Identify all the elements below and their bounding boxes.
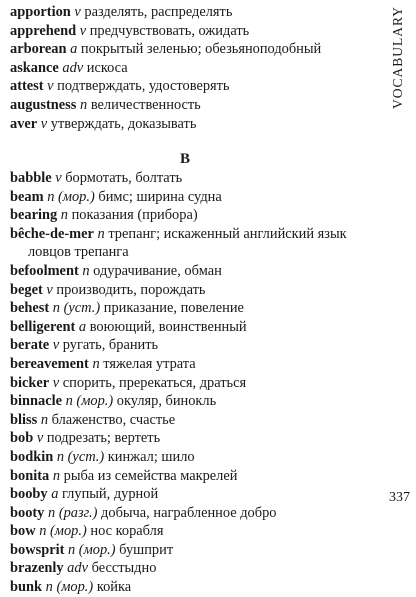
entry-headword: befoolment (10, 262, 79, 279)
entry-headword: bodkin (10, 448, 54, 465)
entry-headword: bêche-de-mer (10, 225, 94, 242)
entry (10, 169, 370, 188)
entries-list-a (10, 3, 370, 133)
entry-definition: предчувствовать, ожидать (89, 22, 250, 39)
entry-definition: подтверждать, удостоверять (57, 78, 230, 95)
entry-headword: bunk (10, 579, 43, 596)
entry-headword: bowsprit (10, 541, 65, 558)
entry-definition: бимс; ширина судна (98, 188, 222, 205)
entry (10, 3, 370, 22)
entry-definition: нос корабля (90, 523, 164, 540)
entry (10, 318, 370, 337)
entry-usage-label: (мор.) (50, 523, 87, 540)
entry-usage-label: (мор.) (78, 541, 116, 558)
entry-usage-label: (мор.) (76, 393, 114, 410)
entry-part-of-speech: adv (62, 59, 84, 76)
entry-headword: bicker (10, 374, 50, 391)
entry-definition: одурачивание, обман (93, 262, 222, 279)
entry-usage-label: (мор.) (56, 579, 94, 596)
entry (10, 355, 370, 374)
entry (10, 336, 370, 355)
entry-usage-label: (разг.) (58, 504, 98, 521)
entry (10, 96, 370, 115)
section-letter: B (179, 151, 190, 167)
entry-headword: booby (10, 486, 48, 503)
entry-part-of-speech: n (39, 523, 47, 540)
entry-usage-label: (мор.) (58, 188, 95, 205)
entries-list-b (10, 169, 370, 597)
entry-definition: бушприт (119, 541, 174, 558)
running-head: VOCABULARY (390, 6, 405, 110)
entry (10, 188, 370, 207)
entry-part-of-speech: a (70, 41, 78, 58)
entry (10, 429, 370, 448)
entry-headword: apportion (10, 4, 71, 20)
entry (10, 541, 370, 560)
entry-definition: блаженство, счастье (51, 411, 176, 428)
entry (10, 374, 370, 393)
entry-headword: behest (10, 300, 50, 317)
entry (10, 40, 370, 59)
entry-definition: показания (прибора) (71, 207, 198, 224)
entry (10, 411, 370, 430)
entry-headword: booty (10, 504, 45, 521)
entry (10, 448, 370, 467)
entry-headword: bob (10, 430, 34, 447)
entry-headword: belligerent (10, 318, 76, 335)
entry-headword: brazenly (10, 560, 64, 577)
entry-part-of-speech: n (97, 225, 105, 242)
entry (10, 485, 370, 504)
entry-part-of-speech: n (56, 448, 65, 465)
entry-definition: покрытый зеленью; обезьяноподобный (80, 41, 322, 58)
entry-part-of-speech: v (36, 430, 44, 447)
entry-definition: трепанг; искаженный английский язык (108, 225, 347, 242)
entry-part-of-speech: n (47, 188, 55, 205)
entry-definition: величественность (90, 96, 201, 113)
entry-definition: спорить, пререкаться, драться (62, 374, 247, 391)
entry-definition: утверждать, доказывать (50, 115, 197, 132)
entry-definition: подрезать; вертеть (46, 430, 161, 447)
entry-usage-label: (уст.) (67, 448, 105, 465)
entry-part-of-speech: n (80, 96, 88, 113)
entry-part-of-speech: n (67, 541, 76, 558)
entry-headword: berate (10, 337, 50, 354)
entry (10, 522, 370, 541)
entry-definition: окуляр, бинокль (116, 393, 217, 410)
entry-definition: производить, порождать (56, 281, 206, 298)
entry-headword: bow (10, 523, 36, 540)
entry-usage-label: (уст.) (63, 300, 101, 317)
entry (10, 22, 370, 41)
entry-definition: глупый, дурной (62, 486, 159, 503)
entry-definition: искоса (86, 59, 128, 76)
entry-part-of-speech: n (52, 300, 60, 317)
entry-headword: babble (10, 170, 52, 186)
entry-definition: койка (96, 579, 132, 596)
entry (10, 115, 370, 134)
entry-part-of-speech: n (60, 207, 68, 224)
entry (10, 578, 370, 597)
entry-headword: beam (10, 188, 44, 205)
entry (10, 206, 370, 225)
entry-part-of-speech: v (52, 337, 60, 354)
entry-headword: bearing (10, 207, 58, 224)
entry-part-of-speech: v (46, 281, 53, 298)
entry-part-of-speech: n (82, 262, 90, 279)
entry-part-of-speech: n (45, 579, 53, 596)
entry-definition: воюющий, воинственный (89, 318, 247, 335)
entry (10, 59, 370, 78)
entry-part-of-speech: n (48, 504, 56, 521)
entry-definition-continued: ловцов трепанга (28, 244, 129, 261)
entry (10, 504, 370, 523)
entry-part-of-speech: a (51, 486, 59, 503)
entry-part-of-speech: v (55, 170, 62, 186)
entry-headword: bliss (10, 411, 38, 428)
entry (10, 77, 370, 96)
entry-headword: bonita (10, 467, 50, 484)
entry (10, 225, 370, 262)
entry-headword: attest (10, 78, 44, 95)
entry-headword: arborean (10, 41, 67, 58)
entry-definition: приказание, повеление (103, 300, 244, 317)
entry-part-of-speech: v (40, 115, 48, 132)
entry-definition: разделять, распределять (84, 4, 233, 20)
entry-headword: bereavement (10, 355, 89, 372)
entry-part-of-speech: n (65, 393, 73, 410)
entry-definition: добыча, награбленное добро (101, 504, 277, 521)
entry-part-of-speech: v (74, 4, 81, 20)
entry-part-of-speech: n (40, 411, 49, 428)
entry-headword: binnacle (10, 393, 62, 410)
entry-headword: beget (10, 281, 43, 298)
entry-definition: кинжал; шило (107, 448, 195, 465)
page-number: 337 (389, 490, 410, 505)
entry-part-of-speech: n (92, 355, 100, 372)
entry (10, 281, 370, 300)
entry-part-of-speech: v (79, 22, 87, 39)
entry-definition: ругать, бранить (62, 337, 159, 354)
entry-headword: apprehend (10, 22, 77, 39)
entry (10, 392, 370, 411)
entry-definition: тяжелая утрата (103, 355, 196, 372)
entry-definition: бесстыдно (91, 560, 157, 577)
entry-part-of-speech: v (52, 374, 60, 391)
entry-part-of-speech: n (52, 467, 61, 484)
entry (10, 559, 370, 578)
entry (10, 299, 370, 318)
entry (10, 262, 370, 281)
entry-headword: aver (10, 115, 38, 132)
entry-headword: augustness (10, 96, 77, 113)
entry (10, 467, 370, 486)
entry-headword: askance (10, 59, 59, 76)
entry-definition: рыба из семейства макрелей (63, 467, 238, 484)
entry-part-of-speech: v (47, 78, 54, 95)
entry-part-of-speech: adv (67, 560, 88, 577)
entry-part-of-speech: a (78, 318, 87, 335)
entry-definition: бормотать, болтать (65, 170, 183, 186)
